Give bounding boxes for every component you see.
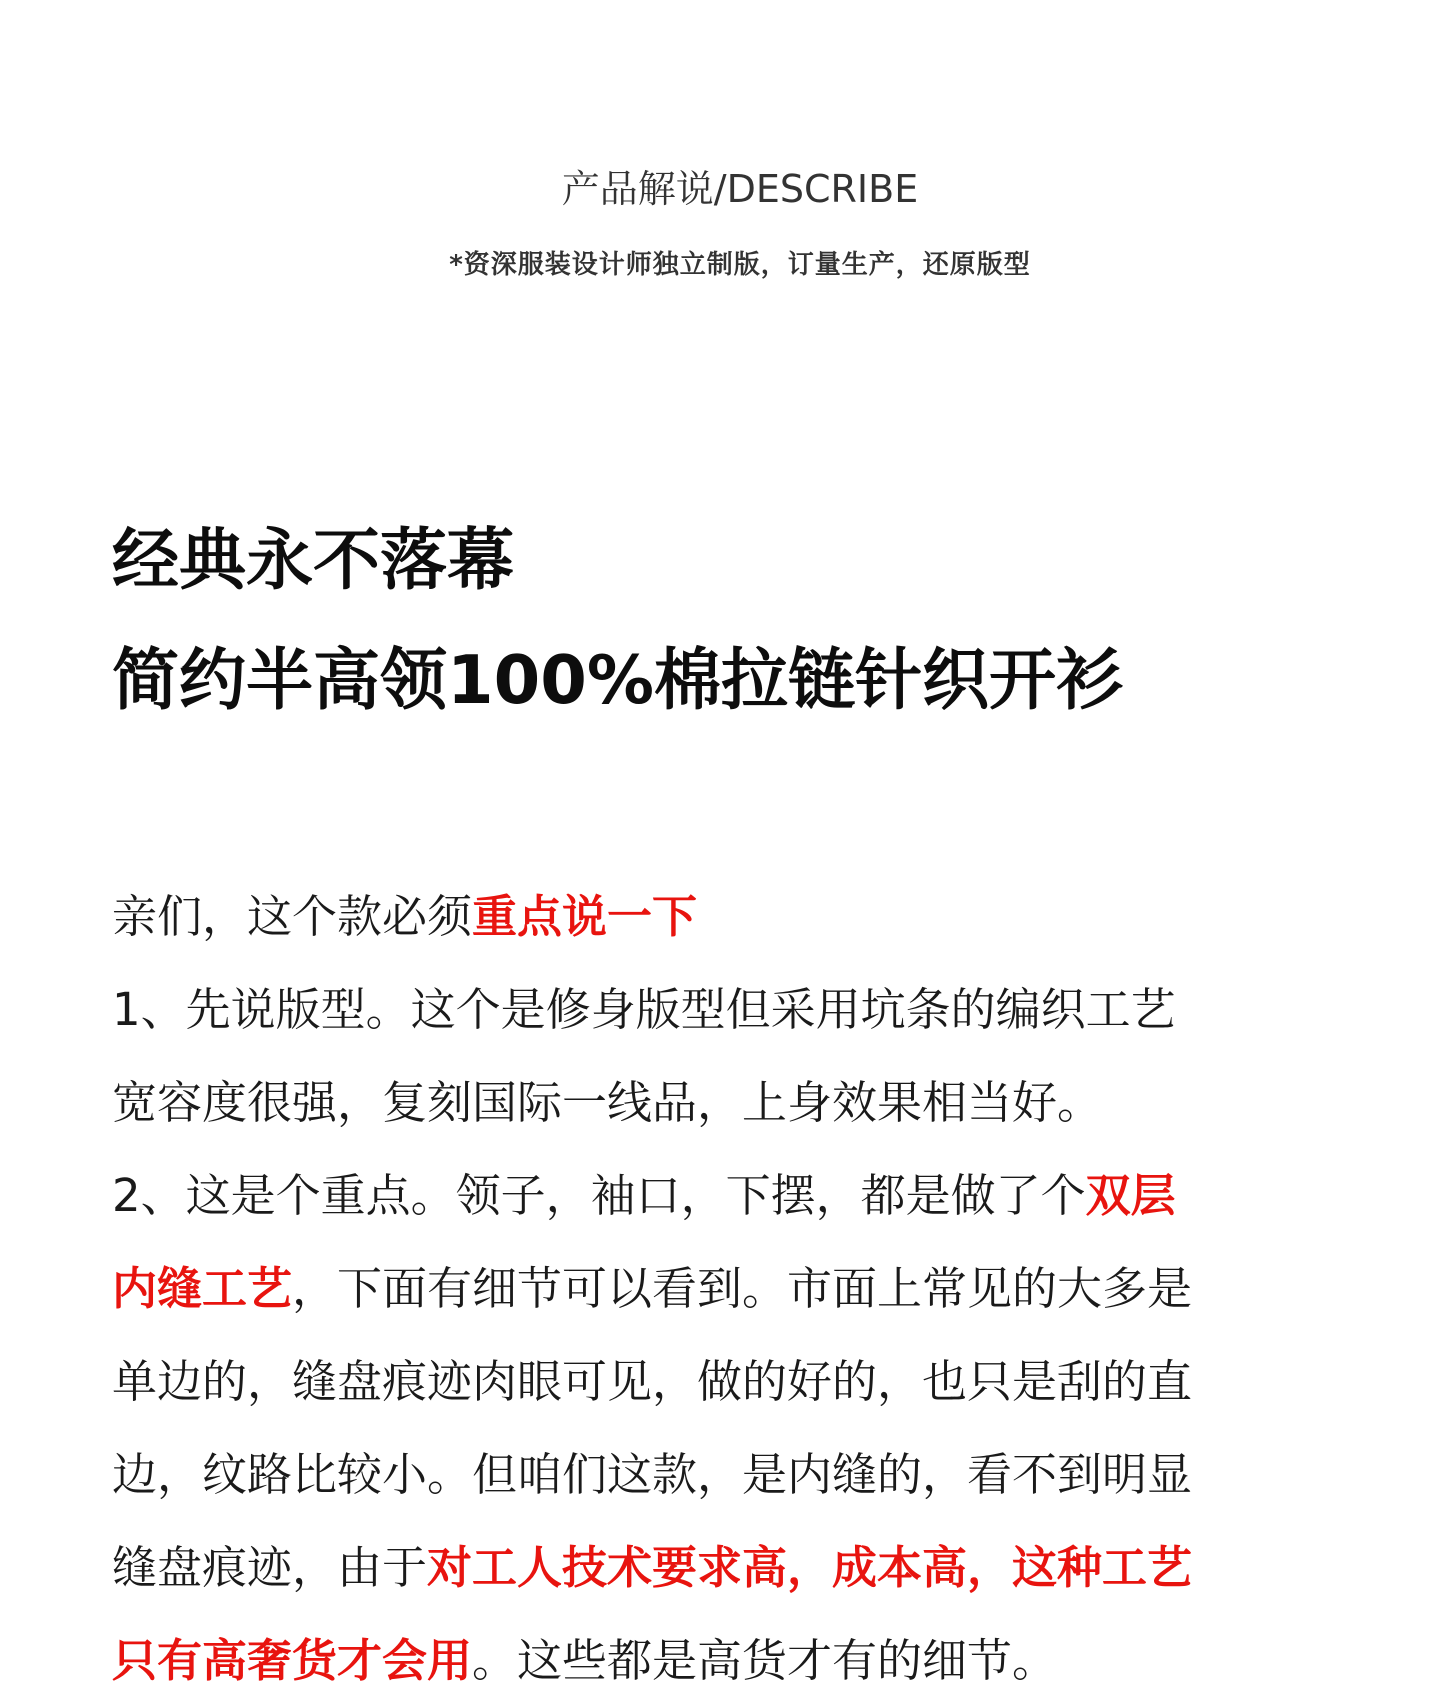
section-title: 产品解说/DESCRIBE [561,167,919,211]
description-text: 亲们，这个款必须 [112,890,473,943]
description-text: 缝盘痕迹，由于 [112,1541,428,1594]
description-line [112,963,1412,1056]
highlight-text: 内缝工艺 [112,1262,293,1315]
description-line [112,1149,1412,1242]
description-line [112,1335,1412,1428]
description-text: 宽容度很强，复刻国际一线品，上身效果相当好。 [112,1076,1103,1129]
highlight-text: 重点说一下 [472,890,698,943]
description-text: 单边的，缝盘痕迹肉眼可见，做的好的，也只是刮的直 [112,1355,1193,1408]
description-text: 。这些都是高货才有的细节。 [472,1634,1058,1687]
highlight-text: 对工人技术要求高，成本高，这种工艺 [427,1541,1193,1594]
description-body [112,870,1412,1707]
description-line [112,1521,1412,1614]
headline-line-2: 简约半高领100%棉拉链针织开衫 [112,641,1123,719]
description-line [112,1056,1412,1149]
headline-line-1: 经典永不落幕 [112,521,514,599]
description-text: ，下面有细节可以看到。市面上常见的大多是 [292,1262,1193,1315]
description-text: 2、这是个重点。领子，袖口，下摆，都是做了个 [112,1169,1086,1222]
section-subtitle: *资深服装设计师独立制版，订量生产，还原版型 [449,250,1031,280]
description-line [112,870,1412,963]
highlight-text: 只有高奢货才会用 [112,1634,473,1687]
description-line [112,1614,1412,1707]
description-text: 边，纹路比较小。但咱们这款，是内缝的，看不到明显 [112,1448,1193,1501]
description-line [112,1428,1412,1521]
description-line [112,1242,1412,1335]
highlight-text: 双层 [1085,1169,1176,1222]
description-text: 1、先说版型。这个是修身版型但采用坑条的编织工艺 [112,983,1176,1036]
